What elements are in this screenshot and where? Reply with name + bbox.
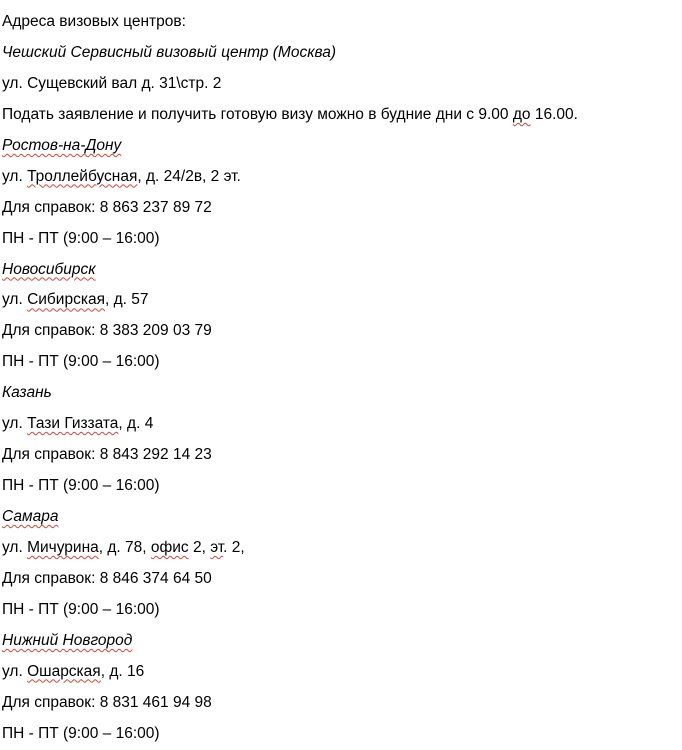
- moscow-note-flagged-word: до: [512, 105, 531, 123]
- moscow-note-text: Подать заявление и получить готовую визу можно в будние дни с 9.00: [2, 105, 513, 123]
- moscow-address: ул. Сущевский вал д. 31\стр. 2: [2, 74, 222, 92]
- rostov-street: Троллейбусная: [27, 167, 138, 185]
- nizhny-street: Ошарская: [27, 662, 101, 680]
- moscow-center-name: Чешский Сервисный визовый центр (Москва): [2, 43, 337, 61]
- samara-office-number: 2,: [188, 538, 211, 556]
- novosibirsk-street: Сибирская: [27, 291, 105, 309]
- moscow-note-end: 16.00.: [530, 105, 578, 123]
- kazan-hours: ПН - ПТ (9:00 – 16:00): [2, 477, 160, 495]
- nizhny-address-prefix: ул.: [2, 662, 28, 680]
- kazan-address: [2, 409, 682, 440]
- samara-phone: Для справок: 8 846 374 64 50: [2, 569, 212, 587]
- rostov-phone: Для справок: 8 863 237 89 72: [2, 198, 212, 216]
- rostov-city: [2, 131, 682, 162]
- samara-street: Мичурина: [27, 538, 99, 556]
- kazan-city: Казань: [2, 384, 52, 402]
- rostov-city-name: Ростов-на-Дону: [2, 136, 122, 154]
- document-body[interactable]: [2, 7, 682, 750]
- samara-address-prefix: ул.: [2, 538, 28, 556]
- novosibirsk-phone: Для справок: 8 383 209 03 79: [2, 322, 212, 340]
- samara-floor-number: . 2,: [223, 538, 245, 556]
- nizhny-city: [2, 626, 682, 657]
- nizhny-address-rest: , д. 16: [100, 662, 145, 680]
- nizhny-phone: Для справок: 8 831 461 94 98: [2, 693, 212, 711]
- rostov-hours: ПН - ПТ (9:00 – 16:00): [2, 229, 160, 247]
- kazan-address-prefix: ул.: [2, 415, 28, 433]
- samara-address: [2, 533, 682, 564]
- novosibirsk-address: [2, 285, 682, 316]
- nizhny-city-name: Нижний Новгород: [2, 631, 133, 649]
- kazan-phone: Для справок: 8 843 292 14 23: [2, 446, 212, 464]
- novosibirsk-hours: ПН - ПТ (9:00 – 16:00): [2, 353, 160, 371]
- moscow-note: [2, 100, 682, 131]
- samara-office-word: офис: [150, 538, 189, 556]
- kazan-address-rest: , д. 4: [118, 415, 154, 433]
- nizhny-hours: ПН - ПТ (9:00 – 16:00): [2, 724, 160, 742]
- heading: Адреса визовых центров:: [2, 13, 186, 30]
- samara-address-house: , д. 78,: [98, 538, 151, 556]
- kazan-street: Тази Гиззата: [27, 415, 119, 433]
- novosibirsk-city: [2, 255, 682, 286]
- samara-city-name: Самара: [2, 508, 59, 525]
- novosibirsk-address-rest: , д. 57: [104, 291, 149, 309]
- samara-floor-word: эт: [210, 538, 224, 556]
- rostov-address: [2, 162, 682, 193]
- samara-city: [2, 502, 682, 533]
- novosibirsk-address-prefix: ул.: [2, 291, 28, 309]
- novosibirsk-city-name: Новосибирск: [2, 260, 96, 278]
- nizhny-address: [2, 657, 682, 688]
- samara-hours: ПН - ПТ (9:00 – 16:00): [2, 600, 160, 618]
- rostov-address-rest: , д. 24/2в, 2 эт.: [137, 167, 241, 185]
- rostov-address-prefix: ул.: [2, 167, 28, 185]
